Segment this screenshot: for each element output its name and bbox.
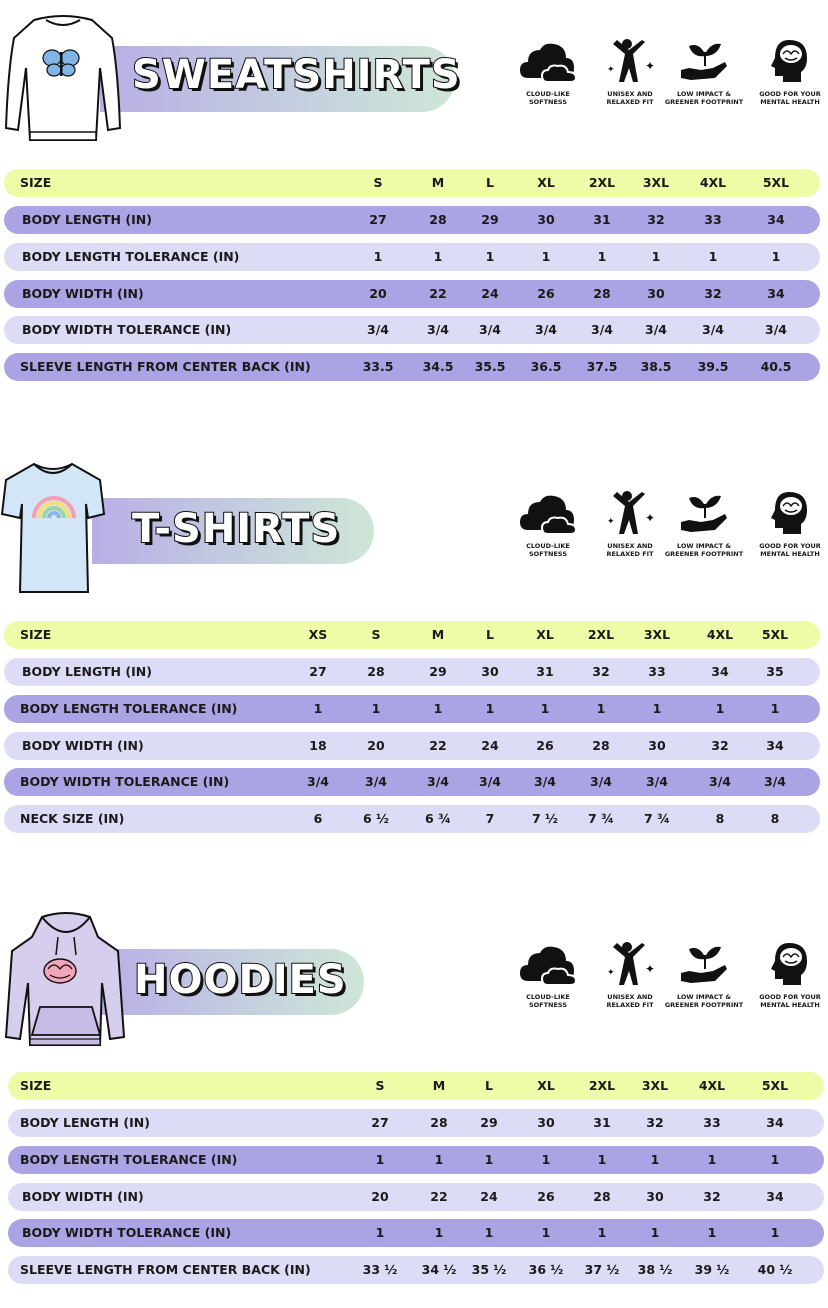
row-label: BODY WIDTH (IN): [22, 1189, 144, 1204]
table-cell: 18: [309, 738, 327, 753]
table-cell: 36.5: [530, 359, 562, 374]
feature-mental-label: GOOD FOR YOUR MENTAL HEALTH: [759, 993, 821, 1009]
row-label: BODY LENGTH (IN): [22, 664, 152, 679]
table-row: [8, 1183, 824, 1211]
size-cell: 4XL: [706, 627, 734, 642]
svg-text:✦: ✦: [607, 968, 615, 978]
size-cell: 5XL: [761, 627, 789, 642]
size-cell: 3XL: [643, 627, 671, 642]
cloud-icon: [518, 490, 578, 536]
table-cell: 40 ½: [757, 1262, 793, 1277]
table-cell: 39.5: [697, 359, 729, 374]
table-cell: 7 ¾: [588, 811, 614, 826]
table-cell: 3/4: [590, 774, 612, 789]
table-cell: 33 ½: [362, 1262, 398, 1277]
row-label: NECK SIZE (IN): [20, 811, 125, 826]
table-row: [4, 695, 820, 723]
feature-eco-label: LOW IMPACT & GREENER FOOTPRINT: [664, 542, 744, 558]
table-cell: 1: [375, 1152, 385, 1167]
table-cell: 32: [704, 286, 722, 301]
hand-plant-icon: [679, 38, 729, 84]
table-cell: 30: [646, 1189, 664, 1204]
table-cell: 26: [537, 1189, 555, 1204]
table-cell: 24: [480, 1189, 498, 1204]
table-row: [4, 206, 820, 234]
hoodies-title: HOODIES: [134, 957, 347, 1003]
row-label: BODY WIDTH TOLERANCE (IN): [22, 322, 232, 337]
table-cell: 1: [434, 1225, 444, 1240]
table-cell: 1: [650, 1152, 660, 1167]
hoodies-features: [510, 941, 828, 1031]
size-cell: 5XL: [761, 1078, 789, 1093]
size-cell: XL: [536, 627, 554, 642]
table-cell: 26: [537, 286, 555, 301]
table-cell: 31: [593, 1115, 611, 1130]
table-cell: 1: [596, 701, 606, 716]
table-cell: 3/4: [479, 774, 501, 789]
table-cell: 30: [537, 212, 555, 227]
svg-text:✦: ✦: [607, 65, 615, 75]
table-cell: 1: [597, 1152, 607, 1167]
table-row: [4, 316, 820, 344]
table-cell: 32: [647, 212, 665, 227]
table-cell: 29: [480, 1115, 498, 1130]
cloud-icon: [518, 941, 578, 987]
row-label: BODY LENGTH (IN): [22, 212, 152, 227]
table-cell: 31: [536, 664, 554, 679]
table-cell: 3/4: [535, 322, 557, 337]
row-label: BODY WIDTH TOLERANCE (IN): [20, 774, 230, 789]
table-cell: 1: [541, 1225, 551, 1240]
row-label: BODY LENGTH TOLERANCE (IN): [20, 701, 238, 716]
table-row: [8, 1256, 824, 1284]
row-label: BODY WIDTH TOLERANCE (IN): [22, 1225, 232, 1240]
feature-softness: [508, 490, 588, 558]
feature-mental-label: GOOD FOR YOUR MENTAL HEALTH: [759, 542, 821, 558]
table-row: [4, 280, 820, 308]
table-cell: 35.5: [474, 359, 506, 374]
table-cell: 8: [770, 811, 780, 826]
feature-eco: [664, 38, 744, 106]
size-header-row: [8, 1072, 824, 1100]
feature-fit: [590, 490, 670, 558]
table-cell: 30: [537, 1115, 555, 1130]
feature-eco-label: LOW IMPACT & GREENER FOOTPRINT: [664, 90, 744, 106]
table-cell: 35 ½: [471, 1262, 507, 1277]
sweatshirts-title: SWEATSHIRTS: [132, 52, 461, 98]
feature-fit: [590, 941, 670, 1009]
table-cell: 1: [433, 701, 443, 716]
table-cell: 30: [648, 738, 666, 753]
table-cell: 1: [541, 1152, 551, 1167]
size-cell: XL: [537, 175, 555, 190]
table-cell: 1: [375, 1225, 385, 1240]
table-cell: 1: [597, 249, 607, 264]
feature-fit-label: UNISEX AND RELAXED FIT: [606, 993, 654, 1009]
size-cell: 3XL: [642, 175, 670, 190]
size-cell: S: [375, 1078, 385, 1093]
feature-mental: [750, 941, 828, 1009]
hoodie-illustration: [2, 911, 128, 1051]
table-cell: 29: [429, 664, 447, 679]
head-brain-icon: [767, 941, 813, 987]
table-cell: 1: [650, 1225, 660, 1240]
table-cell: 3/4: [427, 774, 449, 789]
size-header-row: [4, 621, 820, 649]
feature-softness: [508, 941, 588, 1009]
table-cell: 29: [481, 212, 499, 227]
table-cell: 1: [715, 701, 725, 716]
table-row: [4, 658, 820, 686]
table-cell: 3/4: [765, 322, 787, 337]
table-cell: 3/4: [645, 322, 667, 337]
table-cell: 32: [703, 1189, 721, 1204]
table-cell: 1: [708, 249, 718, 264]
table-cell: 6: [313, 811, 323, 826]
feature-softness-label: CLOUD-LIKE SOFTNESS: [526, 542, 570, 558]
table-cell: 32: [592, 664, 610, 679]
table-cell: 22: [429, 738, 447, 753]
table-cell: 31: [593, 212, 611, 227]
table-cell: 1: [770, 1225, 780, 1240]
sweatshirts-section: [0, 0, 828, 400]
size-cell: 4XL: [698, 1078, 726, 1093]
table-cell: 33: [648, 664, 666, 679]
row-label: SLEEVE LENGTH FROM CENTER BACK (IN): [20, 1262, 311, 1277]
table-cell: 1: [652, 701, 662, 716]
table-cell: 6 ¾: [425, 811, 451, 826]
table-cell: 28: [430, 1115, 448, 1130]
table-cell: 1: [485, 249, 495, 264]
table-cell: 6 ½: [363, 811, 389, 826]
tshirts-title: T-SHIRTS: [132, 506, 341, 552]
feature-eco: [664, 941, 744, 1009]
row-label: BODY WIDTH (IN): [22, 738, 144, 753]
table-cell: 28: [592, 738, 610, 753]
table-cell: 39 ½: [694, 1262, 730, 1277]
tshirt-illustration: [0, 460, 106, 596]
table-cell: 33: [704, 212, 722, 227]
table-cell: 7: [485, 811, 495, 826]
table-cell: 33: [703, 1115, 721, 1130]
table-cell: 24: [481, 286, 499, 301]
table-cell: 1: [707, 1152, 717, 1167]
tshirts-features: [510, 490, 828, 580]
table-cell: 3/4: [427, 322, 449, 337]
table-cell: 27: [309, 664, 327, 679]
table-cell: 27: [369, 212, 387, 227]
table-cell: 1: [540, 701, 550, 716]
table-cell: 1: [707, 1225, 717, 1240]
person-star-icon: [605, 941, 655, 987]
size-cell: 2XL: [588, 1078, 616, 1093]
table-cell: 1: [770, 1152, 780, 1167]
table-row: [4, 353, 820, 381]
size-cell: L: [486, 175, 494, 190]
table-cell: 1: [484, 1225, 494, 1240]
feature-mental: [750, 490, 828, 558]
table-cell: 3/4: [709, 774, 731, 789]
size-header-label: SIZE: [20, 627, 52, 642]
table-cell: 22: [430, 1189, 448, 1204]
brain-icon: [44, 959, 76, 983]
feature-softness-label: CLOUD-LIKE SOFTNESS: [526, 993, 570, 1009]
svg-text:✦: ✦: [645, 59, 655, 73]
row-label: BODY LENGTH TOLERANCE (IN): [22, 249, 240, 264]
feature-fit-label: UNISEX AND RELAXED FIT: [606, 542, 654, 558]
svg-text:✦: ✦: [645, 962, 655, 976]
person-star-icon: [605, 38, 655, 84]
table-cell: 1: [313, 701, 323, 716]
table-cell: 34: [766, 1189, 784, 1204]
table-cell: 38.5: [640, 359, 672, 374]
table-cell: 3/4: [307, 774, 329, 789]
hand-plant-icon: [679, 490, 729, 536]
table-cell: 24: [481, 738, 499, 753]
row-label: BODY LENGTH TOLERANCE (IN): [20, 1152, 238, 1167]
table-cell: 1: [373, 249, 383, 264]
table-row: [8, 1146, 824, 1174]
row-label: BODY WIDTH (IN): [22, 286, 144, 301]
table-cell: 32: [646, 1115, 664, 1130]
size-header-label: SIZE: [20, 175, 52, 190]
size-cell: 2XL: [587, 627, 615, 642]
svg-text:✦: ✦: [645, 511, 655, 525]
size-cell: 3XL: [641, 1078, 669, 1093]
table-cell: 1: [770, 701, 780, 716]
size-cell: 5XL: [762, 175, 790, 190]
table-cell: 30: [481, 664, 499, 679]
table-row: [8, 1219, 824, 1247]
table-cell: 37.5: [586, 359, 618, 374]
table-row: [4, 243, 820, 271]
table-cell: 3/4: [479, 322, 501, 337]
table-cell: 34: [767, 212, 785, 227]
table-cell: 7 ½: [532, 811, 558, 826]
table-cell: 3/4: [591, 322, 613, 337]
size-cell: S: [371, 627, 381, 642]
table-cell: 28: [593, 1189, 611, 1204]
size-cell: 4XL: [699, 175, 727, 190]
table-cell: 34: [766, 1115, 784, 1130]
hand-plant-icon: [679, 941, 729, 987]
table-cell: 30: [647, 286, 665, 301]
size-header-row: [4, 169, 820, 197]
table-cell: 28: [593, 286, 611, 301]
table-cell: 3/4: [702, 322, 724, 337]
size-cell: M: [431, 175, 445, 190]
table-cell: 1: [484, 1152, 494, 1167]
table-cell: 1: [771, 249, 781, 264]
table-cell: 20: [371, 1189, 389, 1204]
person-star-icon: [605, 490, 655, 536]
table-cell: 3/4: [365, 774, 387, 789]
table-cell: 26: [536, 738, 554, 753]
size-cell: L: [485, 1078, 493, 1093]
table-cell: 37 ½: [584, 1262, 620, 1277]
table-cell: 34: [711, 664, 729, 679]
table-cell: 1: [371, 701, 381, 716]
tshirts-section: [0, 452, 828, 852]
row-label: SLEEVE LENGTH FROM CENTER BACK (IN): [20, 359, 311, 374]
size-cell: L: [486, 627, 494, 642]
table-cell: 27: [371, 1115, 389, 1130]
table-cell: 22: [429, 286, 447, 301]
table-row: [8, 1109, 824, 1137]
feature-mental: [750, 38, 828, 106]
table-cell: 40.5: [760, 359, 792, 374]
feature-softness-label: CLOUD-LIKE SOFTNESS: [526, 90, 570, 106]
table-cell: 20: [367, 738, 385, 753]
size-cell: M: [432, 1078, 446, 1093]
table-cell: 3/4: [764, 774, 786, 789]
size-cell: 2XL: [588, 175, 616, 190]
table-cell: 7 ¾: [644, 811, 670, 826]
table-cell: 38 ½: [637, 1262, 673, 1277]
table-cell: 20: [369, 286, 387, 301]
table-cell: 33.5: [362, 359, 394, 374]
table-row: [4, 732, 820, 760]
table-cell: 3/4: [646, 774, 668, 789]
table-cell: 28: [367, 664, 385, 679]
svg-text:✦: ✦: [607, 517, 615, 527]
table-cell: 1: [651, 249, 661, 264]
table-cell: 1: [434, 1152, 444, 1167]
sweatshirt-illustration: [4, 10, 122, 150]
table-cell: 1: [597, 1225, 607, 1240]
table-cell: 1: [433, 249, 443, 264]
table-cell: 34.5: [422, 359, 454, 374]
table-cell: 28: [429, 212, 447, 227]
hoodies-section: [0, 903, 828, 1303]
table-cell: 35: [766, 664, 784, 679]
table-cell: 32: [711, 738, 729, 753]
table-cell: 34: [766, 738, 784, 753]
table-row: [4, 768, 820, 796]
head-brain-icon: [767, 38, 813, 84]
row-label: BODY LENGTH (IN): [20, 1115, 150, 1130]
table-cell: 1: [541, 249, 551, 264]
table-cell: 3/4: [367, 322, 389, 337]
feature-eco: [664, 490, 744, 558]
feature-fit-label: UNISEX AND RELAXED FIT: [606, 90, 654, 106]
sweatshirts-features: [510, 38, 828, 128]
table-cell: 34 ½: [421, 1262, 457, 1277]
table-cell: 3/4: [534, 774, 556, 789]
cloud-icon: [518, 38, 578, 84]
size-header-label: SIZE: [20, 1078, 52, 1093]
table-cell: 36 ½: [528, 1262, 564, 1277]
size-cell: XL: [537, 1078, 555, 1093]
size-cell: S: [373, 175, 383, 190]
butterfly-icon: [43, 50, 79, 76]
feature-eco-label: LOW IMPACT & GREENER FOOTPRINT: [664, 993, 744, 1009]
size-cell: M: [431, 627, 445, 642]
head-brain-icon: [767, 490, 813, 536]
feature-fit: [590, 38, 670, 106]
table-cell: 34: [767, 286, 785, 301]
table-row: [4, 805, 820, 833]
table-cell: 8: [715, 811, 725, 826]
size-cell: XS: [308, 627, 328, 642]
table-cell: 1: [485, 701, 495, 716]
feature-mental-label: GOOD FOR YOUR MENTAL HEALTH: [759, 90, 821, 106]
feature-softness: [508, 38, 588, 106]
